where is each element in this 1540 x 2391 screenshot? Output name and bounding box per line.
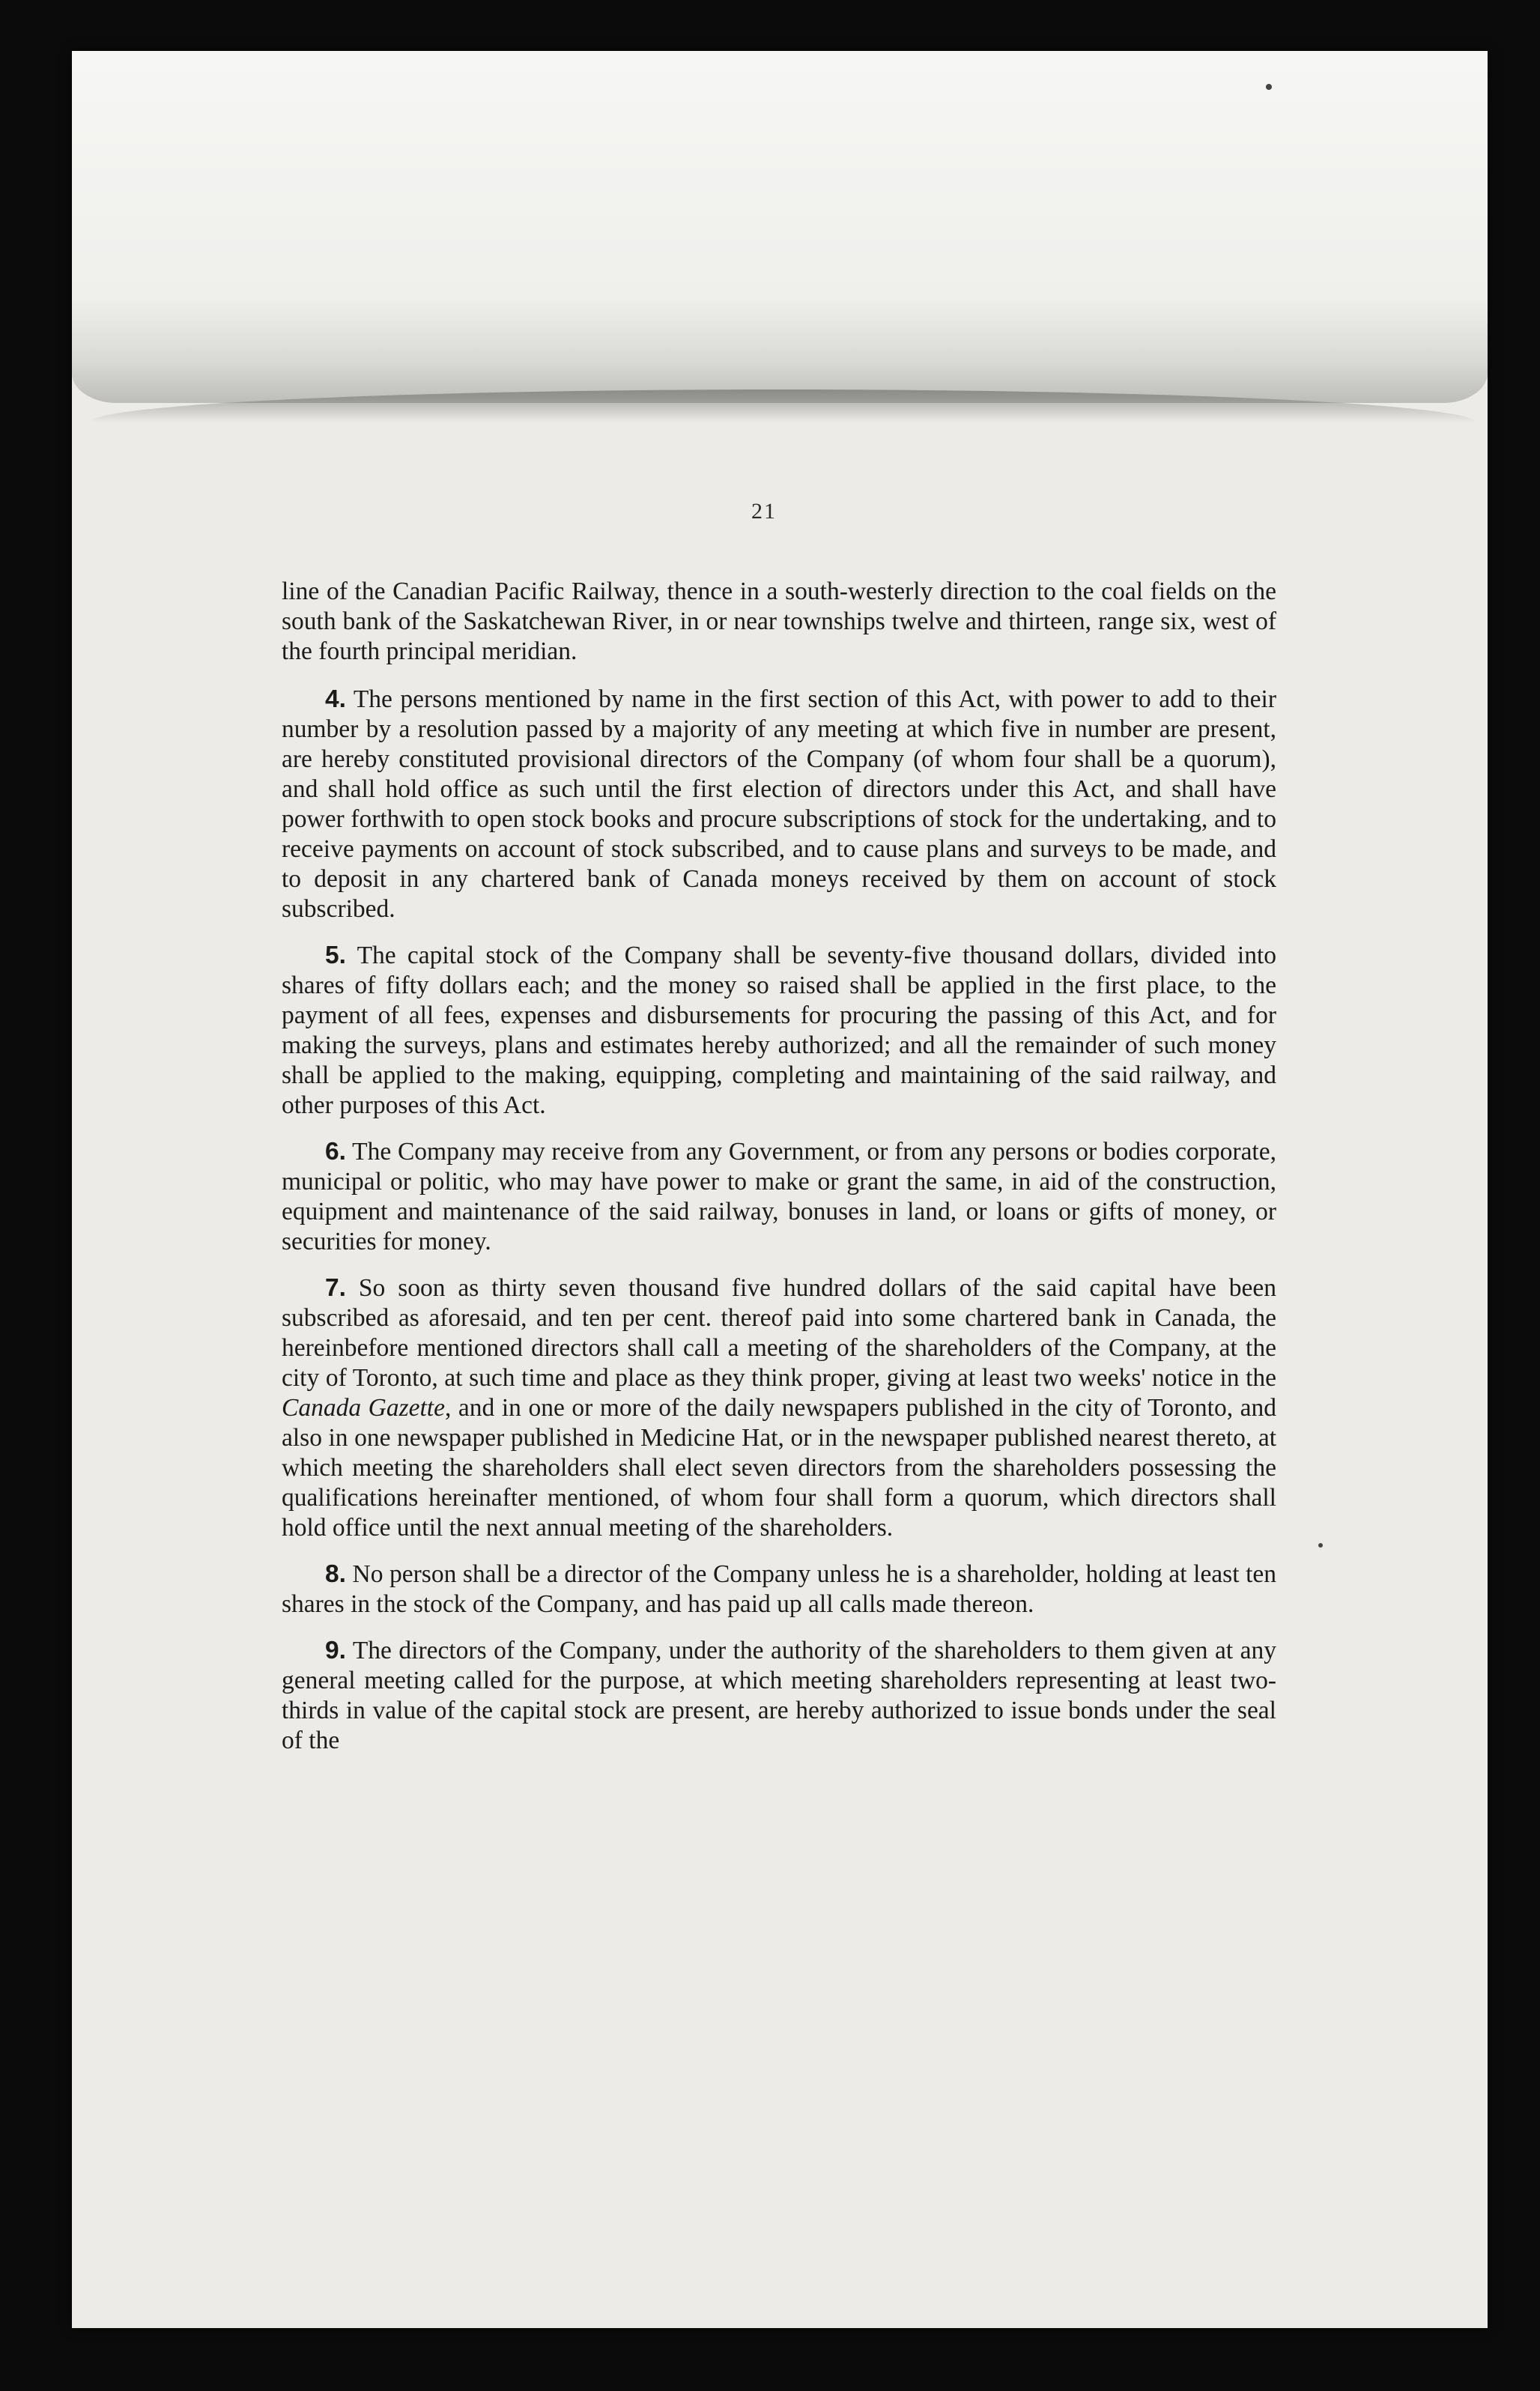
section-number: 9. xyxy=(325,1637,346,1664)
speck-mark xyxy=(1318,1543,1323,1548)
paragraph-text: , and in one or more of the daily newspapers published in the city of Toronto, and also in one newspaper published in Medicine Hat, or in the newspaper published nearest thereto, at which meeting the shareholders shall elect seven directors from the shareholders possessing the qualifications hereinafter mentioned, of whom four shall form a quorum, which directors shall hold office until the next annual meeting of the shareholders. xyxy=(282,1394,1276,1542)
act-text-body xyxy=(282,577,1276,1772)
section-number: 7. xyxy=(325,1274,346,1302)
section-number: 5. xyxy=(325,942,346,969)
section-number: 8. xyxy=(325,1560,346,1588)
paragraph-text: So soon as thirty seven thousand five hundred dollars of the said capital have been subscribed as aforesaid, and ten per cent. thereof paid into some chartered bank in Canada, the hereinbefore mentioned directors shall call a meeting of the shareholders of the Company, at the city of Toronto, at such time and place as they think proper, giving at least two weeks' notice in the xyxy=(282,1274,1276,1392)
folded-top-leaf xyxy=(72,51,1488,403)
section-4-paragraph xyxy=(282,685,1276,924)
paragraph-text: The Company may receive from any Government, or from any persons or bodies corporate, municipal or politic, who may have power to make or grant the same, in aid of the construction, equipment and maintenance of the said railway, bonuses in land, or loans or gifts of money, or securities for money. xyxy=(282,1138,1276,1255)
section-number: 6. xyxy=(325,1138,346,1166)
section-5-paragraph xyxy=(282,941,1276,1121)
paragraph-text: No person shall be a director of the Company unless he is a shareholder, holding at least ten shares in the stock of the Company, and has paid up all calls made thereon. xyxy=(282,1560,1277,1618)
continued-paragraph xyxy=(282,577,1276,667)
section-number: 4. xyxy=(325,685,346,713)
paragraph-text: The persons mentioned by name in the first section of this Act, with power to add to their number by a resolution passed by a majority of any meeting at which five in number are present, are hereby constituted provisional directors of the Company (of whom four shall be a quorum), and shall hold office as such until the first election of directors under this Act, and shall have power forthwith to open stock books and procure subscriptions of stock for the undertaking, and to receive payments on account of stock subscribed, and to cause plans and surveys to be made, and to deposit in any chartered bank of Canada moneys received by them on account of stock subscribed. xyxy=(282,685,1276,923)
paragraph-text: line of the Canadian Pacific Railway, thence in a south-westerly direction to the coal fields on the south bank of the Saskatchewan River, in or near townships twelve and thirteen, range six, west of the fourth principal meridian. xyxy=(282,578,1276,665)
gazette-title: Canada Gazette xyxy=(282,1394,445,1422)
paragraph-text: The capital stock of the Company shall be seventy-five thousand dollars, divided into shares of fifty dollars each; and the money so raised shall be applied in the first place, to the payment of all fees, expenses and disbursements for procuring the passing of this Act, and for making the surveys, plans and estimates hereby authorized; and all the remainder of such money shall be applied to the making, equipping, completing and maintaining of the said railway, and other purposes of this Act. xyxy=(282,942,1276,1119)
section-9-paragraph xyxy=(282,1636,1276,1756)
section-6-paragraph xyxy=(282,1137,1276,1257)
section-8-paragraph xyxy=(282,1560,1276,1619)
section-7-paragraph xyxy=(282,1273,1276,1543)
paragraph-text: The directors of the Company, under the authority of the shareholders to them given at any general meeting called for the purpose, at which meeting shareholders representing at least two-thirds in value of the capital stock are present, are hereby authorized to issue bonds under the seal of the xyxy=(282,1637,1276,1754)
page-number: 21 xyxy=(751,499,777,524)
speck-mark xyxy=(1266,84,1272,90)
